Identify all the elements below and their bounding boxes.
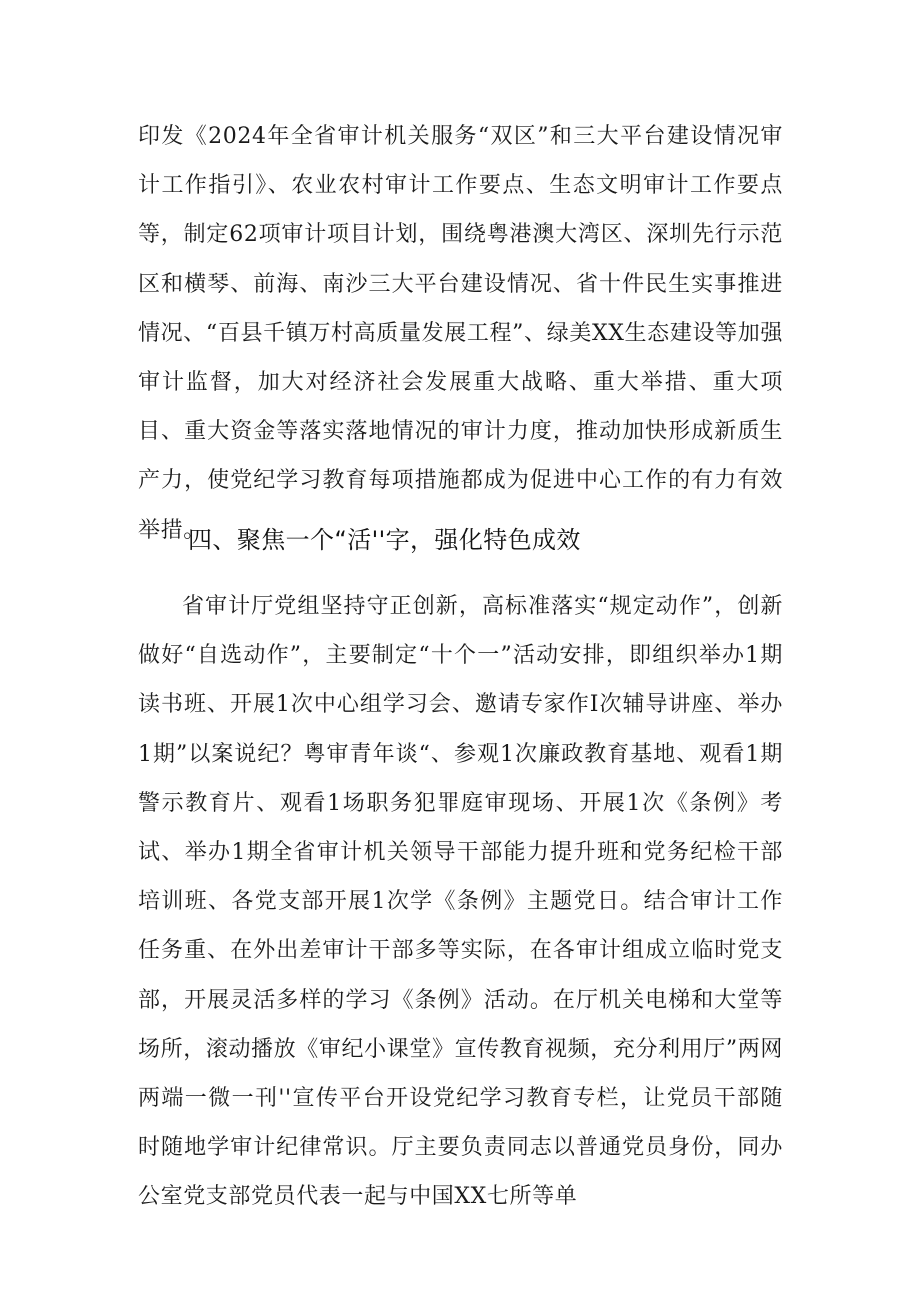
body-paragraph-2: 省审计厅党组坚持守正创新，高标准落实“规定动作”，创新做好“自选动作”，主要制定“十个一”活动安排，即组织举办1期读书班、开展1次中心组学习会、邀请专家作I次辅导讲座、举办1期”以案说纪？粤审青年谈“、参观1次廉政教育基地、观看1期警示教育片、观看1场职务犯罪庭审现场、开展1次《条例》考试、举办1期全省审计机关领导干部能力提升班和党务纪检干部培训班、各党支部开展1次学《条例》主题党日。结合审计工作任务重、在外出差审计干部多等实际，在各审计组成立临时党支部，开展灵活多样的学习《条例》活动。在厅机关电梯和大堂等场所，滚动播放《审纪小课堂》宣传教育视频，充分利用厅”两网两端一微一刊''宣传平台开设党纪学习教育专栏，让党员干部随时随地学审计纪律常识。厅主要负责同志以普通党员身份，同办公室党支部党员代表一起与中国XX七所等单 [138, 594, 783, 1210]
section-heading: 四、聚焦一个“活''字，强化特色成效 [188, 526, 581, 554]
body-paragraph-1: 印发《2024年全省审计机关服务“双区”和三大平台建设情况审计工作指引》、农业农村审计工作要点、生态文明审计工作要点等，制定62项审计项目计划，围绕粤港澳大湾区、深圳先行示范区和横琴、前海、南沙三大平台建设情况、省十件民生实事推进情况、“百县千镇万村高质量发展工程”、绿美XX生态建设等加强审计监督，加大对经济社会发展重大战略、重大举措、重大项目、重大资金等落实落地情况的审计力度，推动加快形成新质生产力，使党纪学习教育每项措施都成为促进中心工作的有力有效举措。 [138, 124, 783, 543]
